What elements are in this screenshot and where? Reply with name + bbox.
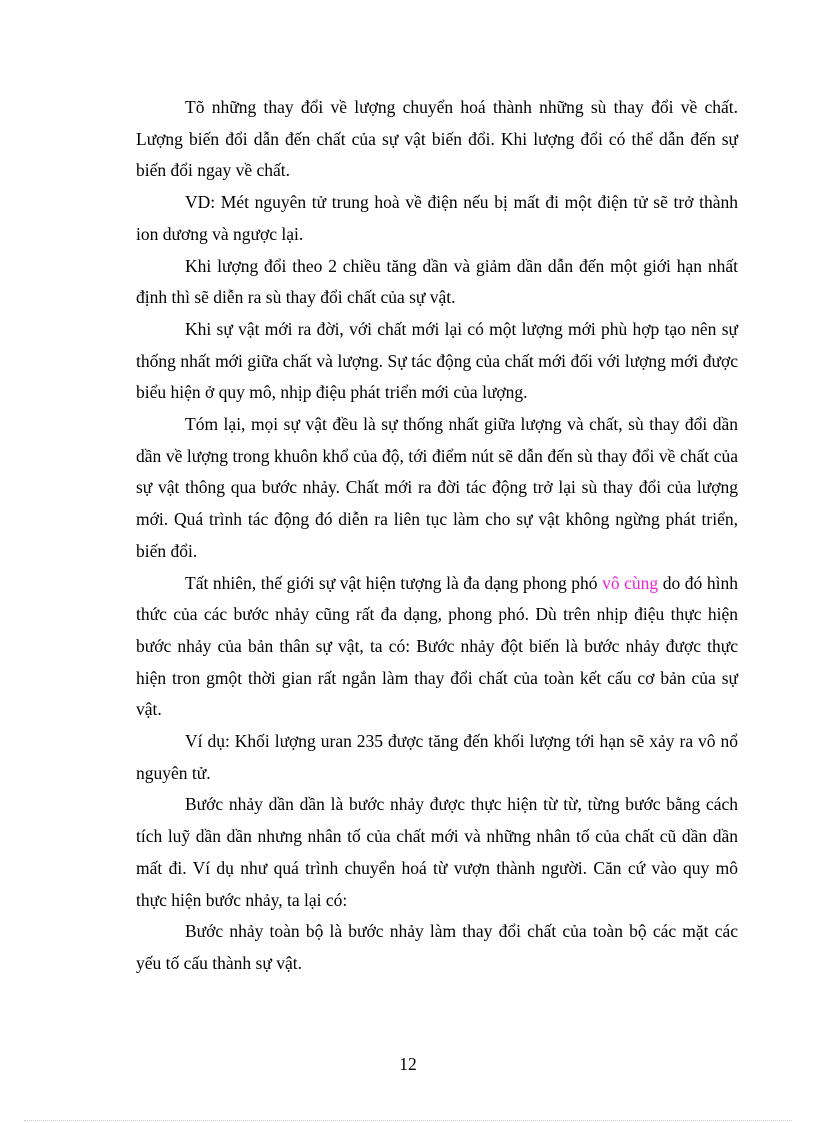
paragraph-6-text-before: Tất nhiên, thế giới sự vật hiện tượng là đa dạng phong phó	[185, 572, 603, 593]
paragraph-9: Bước nhảy toàn bộ là bước nhảy làm thay đổi chất của toàn bộ các mặt các yếu tố cấu thành sự vật.	[136, 921, 738, 973]
highlighted-text: vô cùng	[602, 572, 659, 593]
page-number: 12	[399, 1054, 417, 1074]
paragraph-6-text-after: do đó hình thức của các bước nhảy cũng rất đa dạng, phong phó. Dù trên nhịp điệu thực hiện bước nhảy của bản thân sự vật, ta có: Bước nhảy đột biến là bước nhảy được thực hiện tron gmột thời gian rất ngắn làm thay đổi chất của toàn kết cấu cơ bản của sự vật.	[136, 572, 738, 720]
page-bottom-divider	[24, 1120, 792, 1121]
paragraph-2: VD: Mét nguyên tử trung hoà về điện nếu bị mất đi một điện tử sẽ trở thành ion dương và ngược lại.	[136, 192, 738, 244]
paragraph-8: Bước nhảy dần dần là bước nhảy được thực hiện từ từ, từng bước bằng cách tích luỹ dần dần nhưng nhân tố của chất mới và những nhân tố của chất cũ dần dần mất đi. Ví dụ như quá trình chuyển hoá từ vượn thành người. Căn cứ vào quy mô thực hiện bước nhảy, ta lại có:	[136, 794, 738, 910]
paragraph-5: Tóm lại, mọi sự vật đều là sự thống nhất giữa lượng và chất, sù thay đổi dần dần về lượng trong khuôn khổ của độ, tới điểm nút sẽ dẫn đến sù thay đổi về chất của sự vật thông qua bước nhảy. Chất mới ra đời tác động trở lại sù thay đổi của lượng mới. Quá trình tác động đó diễn ra liên tục làm cho sự vật không ngừng phát triển, biến đổi.	[136, 414, 738, 561]
paragraph-4: Khi sự vật mới ra đời, với chất mới lại có một lượng mới phù hợp tạo nên sự thống nhất mới giữa chất và lượng. Sự tác động của chất mới đối với lượng mới được biểu hiện ở quy mô, nhịp điệu phát triển mới của lượng.	[136, 318, 738, 403]
paragraph-1: Tõ những thay đổi về lượng chuyển hoá thành những sù thay đổi về chất. Lượng biến đổi dẫn đến chất của sự vật biến đổi. Khi lượng đổi có thể dẫn đến sự biến đổi ngay về chất.	[136, 97, 738, 181]
paragraph-3: Khi lượng đổi theo 2 chiều tăng dần và giảm dần dẫn đến một giới hạn nhất định thì sẽ diễn ra sù thay đổi chất của sự vật.	[136, 255, 738, 308]
paragraph-6	[136, 568, 738, 727]
document-body	[136, 92, 738, 980]
paragraph-7: Ví dụ: Khối lượng uran 235 được tăng đến khối lượng tới hạn sẽ xảy ra vô nổ nguyên tử.	[136, 731, 738, 783]
